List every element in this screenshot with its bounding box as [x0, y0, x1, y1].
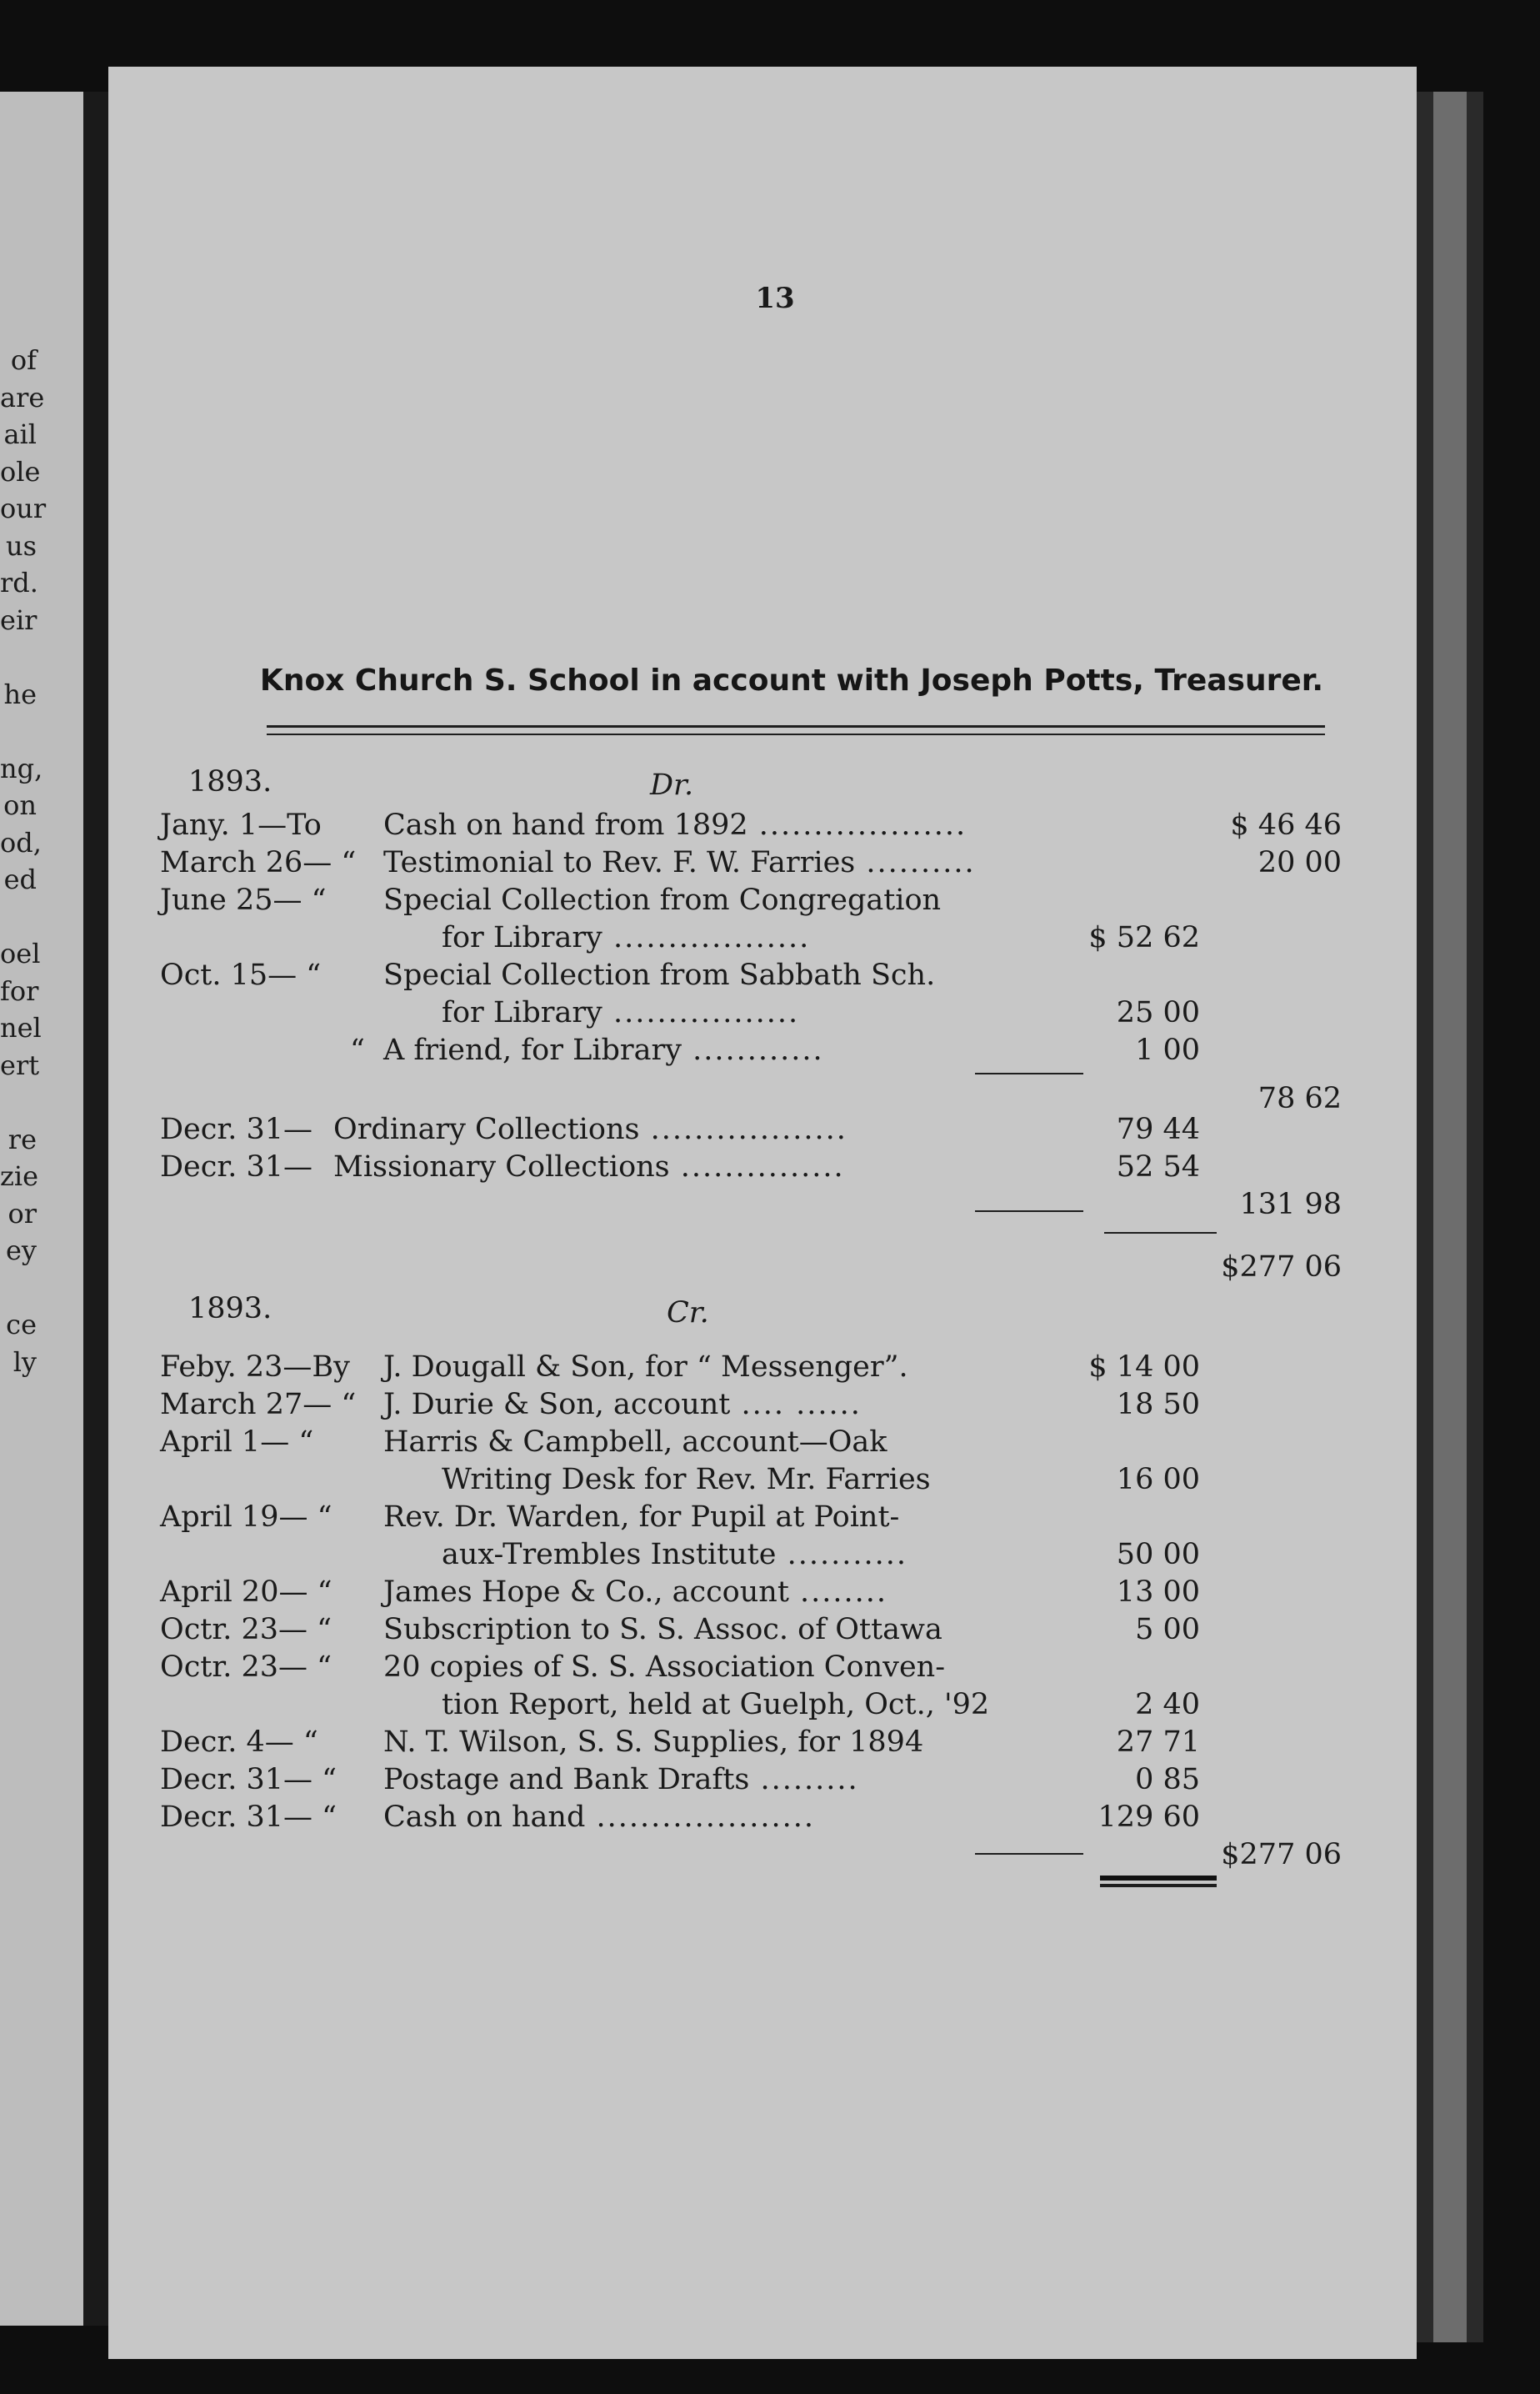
previous-page-fragment: our [0, 493, 47, 524]
previous-page-fragment: oel [0, 938, 41, 969]
previous-page-fragment: ert [0, 1049, 40, 1081]
debit-row-amount: 79 44 [1116, 1113, 1200, 1146]
debit-row-desc: Special Collection from Sabbath Sch. [383, 959, 936, 992]
credit-row-desc-continued: aux-Trembles Institute ........... [442, 1538, 908, 1571]
debit-row-desc: Cash on hand from 1892 ................... [383, 809, 968, 842]
credit-row-date: Decr. 31— “ [160, 1801, 338, 1834]
previous-page-fragment [0, 639, 37, 676]
credit-row-amount: 129 60 [1098, 1801, 1200, 1834]
credit-row-desc: Postage and Bank Drafts ......... [383, 1763, 859, 1796]
previous-page-fragment: ed [3, 864, 37, 895]
credit-row-date: Decr. 31— “ [160, 1763, 338, 1796]
debit-row-date: Decr. 31— [160, 1113, 313, 1146]
credit-row-date: April 20— “ [160, 1575, 332, 1609]
previous-page-fragment: are [0, 381, 45, 413]
debit-row-desc: Missionary Collections ............... [333, 1150, 845, 1184]
credit-row-desc: Subscription to S. S. Assoc. of Ottawa [383, 1613, 942, 1646]
debit-row-desc-continued: for Library .................. [442, 921, 811, 954]
credit-row-amount: 50 00 [1116, 1538, 1200, 1571]
page [108, 67, 1417, 2359]
previous-page-fragment: od, [0, 826, 42, 859]
previous-page-fragment: us [5, 529, 37, 562]
collections-subtotal: 131 98 [1239, 1188, 1342, 1221]
credit-row-date: April 1— “ [160, 1425, 314, 1459]
credit-row-amount: 16 00 [1116, 1463, 1200, 1496]
credit-row-desc: Harris & Campbell, account—Oak [383, 1425, 888, 1459]
book-gutter [83, 92, 108, 2326]
library-subtotal: 78 62 [1258, 1082, 1342, 1115]
credit-row-date: April 19— “ [160, 1500, 332, 1534]
credit-row-desc: J. Durie & Son, account .... ...... [383, 1388, 862, 1421]
debit-row-desc: Special Collection from Congregation [383, 884, 942, 917]
previous-page-fragment: ce [6, 1309, 37, 1340]
credit-heading: Cr. [667, 1296, 709, 1330]
credit-row-date: Octr. 23— “ [160, 1613, 332, 1646]
previous-page-fragment: eir [0, 604, 38, 636]
credit-row-amount: 2 40 [1135, 1688, 1200, 1721]
debit-row-desc: Testimonial to Rev. F. W. Farries .......... [383, 846, 976, 879]
previous-page-fragment: he [3, 678, 37, 710]
debit-row-amount: 20 00 [1258, 846, 1342, 879]
debit-row-amount: 25 00 [1116, 996, 1200, 1029]
credit-row-desc: Cash on hand .................... [383, 1801, 816, 1834]
credit-row-amount: 5 00 [1135, 1613, 1200, 1646]
previous-page-fragment: of [10, 344, 37, 376]
debit-row-amount: 52 54 [1116, 1150, 1200, 1184]
previous-page-fragment: ole [0, 455, 41, 488]
previous-page-fragment: re [8, 1123, 37, 1155]
credit-row-date: Decr. 4— “ [160, 1725, 318, 1759]
credit-row-date: Octr. 23— “ [160, 1650, 332, 1684]
credit-row-amount: 13 00 [1116, 1575, 1200, 1609]
previous-page-fragment [0, 713, 37, 750]
credit-row-date: March 27— “ [160, 1388, 357, 1421]
credit-row-desc: J. Dougall & Son, for “ Messenger”. [383, 1350, 908, 1384]
previous-page-fragment: ng, [0, 752, 43, 784]
debit-row-date: Decr. 31— [160, 1150, 313, 1184]
debit-row-desc: Ordinary Collections .................. [333, 1113, 848, 1146]
double-total-rule [1100, 1876, 1217, 1881]
debit-year: 1893. [188, 765, 272, 799]
subtotal-rule [975, 1073, 1083, 1074]
credit-row-amount: 0 85 [1135, 1763, 1200, 1796]
previous-page-fragment: ail [3, 418, 37, 450]
previous-page-fragment: or [8, 1197, 37, 1230]
credit-row-desc-continued: Writing Desk for Rev. Mr. Farries [442, 1463, 931, 1496]
account-title: Knox Church S. School in account with Joseph Potts, Treasurer. [259, 664, 1324, 698]
previous-page-text-fragments [0, 342, 47, 1380]
debit-row-date: Oct. 15— “ [160, 959, 322, 992]
debit-total: $277 06 [1221, 1250, 1342, 1284]
previous-page-fragment: on [3, 789, 37, 821]
debit-row-date: June 25— “ [160, 884, 327, 917]
credit-row-desc: N. T. Wilson, S. S. Supplies, for 1894 [383, 1725, 924, 1759]
debit-heading: Dr. [650, 769, 694, 802]
debit-row-amount: $ 52 62 [1088, 921, 1200, 954]
previous-page-fragment [0, 899, 37, 936]
double-total-rule-lower [1100, 1884, 1217, 1887]
debit-row-desc-continued: for Library ................. [442, 996, 800, 1029]
credit-row-desc: Rev. Dr. Warden, for Pupil at Point- [383, 1500, 900, 1534]
credit-row-desc: James Hope & Co., account ........ [383, 1575, 888, 1609]
subtotal-rule [975, 1853, 1083, 1855]
page-stack-edge-light [1433, 92, 1467, 2342]
debit-row-ditto: “ [350, 1034, 365, 1067]
page-number: 13 [755, 282, 795, 315]
credit-row-desc: 20 copies of S. S. Association Conven- [383, 1650, 946, 1684]
previous-page-fragment: ly [12, 1345, 37, 1378]
credit-row-date: Feby. 23—By [160, 1350, 350, 1384]
previous-page-fragment: zie [0, 1160, 39, 1192]
credit-row-amount: $ 14 00 [1088, 1350, 1200, 1384]
credit-total: $277 06 [1221, 1838, 1342, 1871]
previous-page-fragment: rd. [0, 567, 38, 598]
title-rule [267, 725, 1325, 728]
debit-row-amount: 1 00 [1135, 1034, 1200, 1067]
subtotal-rule [975, 1210, 1083, 1212]
previous-page-fragment: nel [0, 1012, 42, 1044]
credit-row-amount: 27 71 [1116, 1725, 1200, 1759]
previous-page-fragment [0, 1270, 37, 1307]
credit-year: 1893. [188, 1292, 272, 1325]
debit-row-date: March 26— “ [160, 846, 357, 879]
credit-row-desc-continued: tion Report, held at Guelph, Oct., '92 [442, 1688, 990, 1721]
credit-row-amount: 18 50 [1116, 1388, 1200, 1421]
previous-page-fragment: ey [5, 1235, 37, 1266]
debit-row-date: Jany. 1—To [160, 809, 322, 842]
previous-page-fragment [0, 1084, 37, 1121]
total-rule [1104, 1232, 1217, 1234]
title-rule-lower [267, 734, 1325, 735]
debit-row-amount: $ 46 46 [1230, 809, 1342, 842]
previous-page-fragment: for [0, 974, 39, 1007]
debit-row-desc: A friend, for Library ............ [383, 1034, 824, 1067]
